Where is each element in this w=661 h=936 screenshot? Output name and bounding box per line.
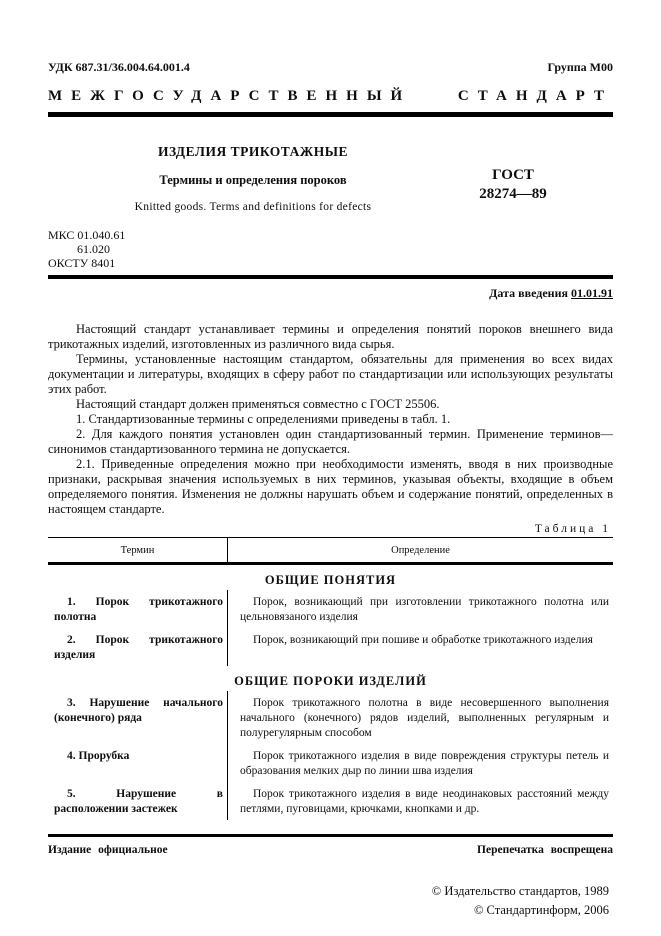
standard-type-word2: СТАНДАРТ xyxy=(457,88,613,104)
column-header-definition: Определение xyxy=(391,545,450,556)
footer-rule xyxy=(48,834,613,837)
terms-table xyxy=(48,537,613,826)
paragraph: Термины, установленные настоящим стандартом, обязательны для применения во всех видах документации и литературы, входящих в сферу работ по стандартизации или использующих результаты этих работ. xyxy=(48,352,613,396)
paragraph: 1. Стандартизованные термины с определениями приведены в табл. 1. xyxy=(76,412,451,426)
table-row xyxy=(48,782,613,820)
standard-type-word1: МЕЖГОСУДАРСТВЕННЫЙ xyxy=(48,88,412,104)
footer-row xyxy=(48,844,613,856)
udk-code: УДК 687.31/36.004.64.001.4 xyxy=(48,60,190,74)
gost-number-block xyxy=(458,144,568,213)
header-rule xyxy=(48,112,613,117)
column-header-term: Термин xyxy=(48,538,228,562)
table-row xyxy=(48,628,613,666)
title-block xyxy=(48,144,613,213)
introduction-date-label: Дата введения xyxy=(489,286,568,300)
mks-code-line1: МКС 01.040.61 xyxy=(48,228,126,242)
term-cell: 2. Порок трикотажного изделия xyxy=(48,628,228,666)
definition-cell: Порок трикотажного полотна в виде несовершенного выполнения начального (конечного) рядов изделий, выполненных регулярным и полурегулярным способом xyxy=(240,697,609,739)
paragraph: Настоящий стандарт устанавливает термины и определения понятий пороков внешнего вида трикотажных изделий, изготовленных из различного вида сырья. xyxy=(48,322,613,351)
paragraph: 2.1. Приведенные определения можно при необходимости изменять, вводя в них производные признаки, раскрывая значения используемых в них терминов, указывая объекты, входящие в объем определяемого понятия. Изменения не должны нарушать объем и содержание понятий, определенных в настоящем стандарте. xyxy=(48,457,613,516)
table-section-heading: ОБЩИЕ ПОНЯТИЯ xyxy=(264,573,397,587)
introduction-date-row xyxy=(48,286,613,301)
definition-cell: Порок, возникающий при изготовлении трикотажного полотна или цельновязаного изделия xyxy=(240,596,609,623)
table-caption: Таблица 1 xyxy=(534,523,611,535)
table-header-row xyxy=(48,538,613,565)
table-row xyxy=(48,590,613,628)
document-title-english: Knitted goods. Terms and definitions for defects xyxy=(134,201,372,213)
document-subtitle: Термины и определения пороков xyxy=(159,173,347,187)
copyright-line: © Издательство стандартов, 1989 xyxy=(431,884,609,898)
term-cell: 3. Нарушение начального (конечного) ряда xyxy=(48,691,228,744)
codes-rule xyxy=(48,275,613,279)
gost-label: ГОСТ xyxy=(492,167,534,183)
copyright-line: © Стандартинформ, 2006 xyxy=(473,903,609,917)
introduction-date-value: 01.01.91 xyxy=(571,286,613,300)
standard-type-heading xyxy=(48,88,613,105)
table-row xyxy=(48,691,613,744)
copyright-block xyxy=(48,882,613,920)
okstu-code: ОКСТУ 8401 xyxy=(48,256,116,270)
definition-cell: Порок трикотажного изделия в виде неодинаковых расстояний между петлями, пуговицами, крючками, кнопками и др. xyxy=(240,788,609,815)
official-edition-label: Издание официальное xyxy=(48,844,168,856)
term-cell: 1. Порок трикотажного полотна xyxy=(48,590,228,628)
document-meta-row xyxy=(48,60,613,75)
paragraph: 2. Для каждого понятия установлен один стандартизованный термин. Применение терминов—синонимов стандартизованного термина не допускается. xyxy=(48,427,613,456)
body-text xyxy=(48,322,613,517)
gost-number: 28274—89 xyxy=(479,186,547,202)
group-code: Группа М00 xyxy=(547,60,613,74)
document-title: ИЗДЕЛИЯ ТРИКОТАЖНЫЕ xyxy=(158,144,348,159)
reprint-prohibited-label: Перепечатка воспрещена xyxy=(477,844,613,856)
table-row xyxy=(48,744,613,782)
term-cell: 5. Нарушение в расположении застежек xyxy=(48,782,228,820)
definition-cell: Порок трикотажного изделия в виде повреждения структуры петель и образования мелких дыр по линии шва изделия xyxy=(240,750,609,777)
mks-code-line2: 61.020 xyxy=(77,242,110,256)
table-bottom-spacer xyxy=(48,820,613,826)
title-column xyxy=(48,144,458,213)
classification-codes xyxy=(48,228,613,270)
term-cell: 4. Прорубка xyxy=(48,744,228,782)
table-section-heading: ОБЩИЕ ПОРОКИ ИЗДЕЛИЙ xyxy=(234,674,427,688)
paragraph: Настоящий стандарт должен применяться совместно с ГОСТ 25506. xyxy=(76,397,440,411)
definition-cell: Порок, возникающий при пошиве и обработке трикотажного изделия xyxy=(253,634,593,646)
